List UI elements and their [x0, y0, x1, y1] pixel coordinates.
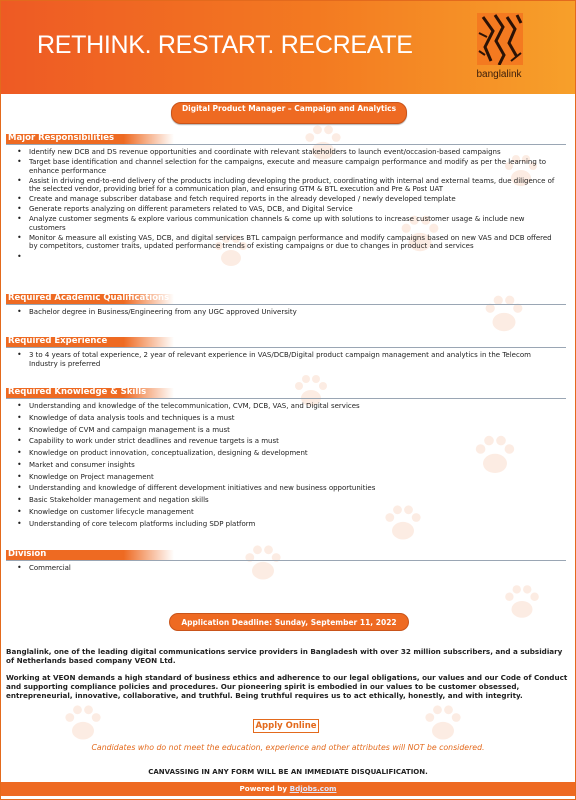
list-item: • Create and manage subscriber database and fetch required reports in the already developed / newly developed template — [15, 195, 561, 204]
section-divider — [6, 304, 566, 305]
division-list — [15, 564, 561, 573]
section-heading-label: Required Experience — [8, 336, 108, 346]
list-item: • Bachelor degree in Business/Engineering from any UGC approved University — [15, 308, 561, 317]
section-heading-label: Major Responsibilities — [8, 133, 115, 143]
tiger-stripe-logo-icon — [477, 13, 523, 65]
company-intro: Banglalink, one of the leading digital communications service providers in Bangladesh with over 32 million subscribers, and a subsidiary of Netherlands based company VEON Ltd. — [6, 647, 563, 665]
experience-list — [15, 351, 561, 368]
list-item: • Generate reports analyzing on different parameters related to VAS, DCB, and Digital Service — [15, 205, 561, 214]
list-item: • Knowledge on customer lifecycle management — [15, 508, 561, 517]
list-item: • Assist in driving end-to-end delivery of the products including developing the product, coordinating with internal and external teams, due diligence of the selected vendor, providing brief for a communication plan, and ensuring GTM & BTL execution and Pre & Post UAT — [15, 177, 561, 194]
section-heading-label: Required Knowledge & Skills — [8, 387, 147, 397]
list-item: • 3 to 4 years of total experience, 2 year of relevant experience in VAS/DCB/Digital product campaign management and analytics in the Telecom Industry is preferred — [15, 351, 561, 368]
section-heading-skills — [6, 388, 174, 398]
list-item: • Commercial — [15, 564, 561, 573]
paw-print-icon — [421, 701, 465, 745]
list-item: • Target base identification and channel selection for the campaigns, execute and measure campaign performance and modify as per the learning to enhance performance — [15, 158, 561, 175]
list-item: • Knowledge on Project management — [15, 473, 561, 482]
list-item: • Knowledge of CVM and campaign management is a must — [15, 426, 561, 435]
application-deadline: Application Deadline: Sunday, September 11, 2022 — [169, 613, 409, 631]
list-item: • Monitor & measure all existing VAS, DCB, and digital services BTL campaign performance and modify campaigns based on new VAS and DCB offered by competitors, customer traits, updated performance trends of existing campaigns or due to changes in product and services — [15, 234, 561, 251]
list-item: • Knowledge on product innovation, conceptualization, designing & development — [15, 449, 561, 458]
section-divider — [6, 347, 566, 348]
canvassing-warning: CANVASSING IN ANY FORM WILL BE AN IMMEDIATE DISQUALIFICATION. — [148, 768, 428, 776]
section-divider — [6, 398, 566, 399]
brand-name: banglalink — [476, 69, 522, 80]
list-item: • Understanding and knowledge of different development initiatives and new business opportunities — [15, 484, 561, 493]
company-ethics: Working at VEON demands a high standard of business ethics and adherence to our legal obligations, our values and our Code of Conduct and supporting compliance policies and procedures. Our pioneering spirit is embodied in our values to be customer obsessed, entrepreneurial, innovative, collaborative, and truthful. Being truthful requires us to act ethically, honestly, and with integrity. — [6, 673, 568, 700]
list-item — [15, 253, 561, 262]
skills-list — [15, 402, 561, 528]
paw-print-icon — [241, 541, 285, 585]
list-item: • Understanding of core telecom platforms including SDP platform — [15, 520, 561, 529]
section-heading-experience — [6, 337, 174, 347]
section-heading-label: Division — [8, 549, 47, 559]
paw-print-icon — [61, 701, 105, 745]
list-item: • Market and consumer insights — [15, 461, 561, 470]
job-title: Digital Product Manager – Campaign and Analytics — [171, 102, 407, 124]
apply-online-button[interactable]: Apply Online — [253, 719, 319, 733]
header-banner — [1, 1, 575, 94]
footer-bar — [1, 782, 575, 796]
eligibility-disclaimer: Candidates who do not meet the education, experience and other attributes will NOT be considered. — [91, 743, 485, 752]
list-item: • Basic Stakeholder management and negation skills — [15, 496, 561, 505]
academic-list — [15, 308, 561, 317]
responsibilities-list — [15, 148, 561, 262]
list-item: • Knowledge of data analysis tools and techniques is a must — [15, 414, 561, 423]
section-divider — [6, 144, 566, 145]
section-heading-label: Required Academic Qualifications — [8, 293, 170, 303]
list-item: • Identify new DCB and DS revenue opportunities and coordinate with relevant stakeholders to launch event/occasion-based campaigns — [15, 148, 561, 157]
section-divider — [6, 560, 566, 561]
paw-print-icon — [501, 581, 543, 623]
list-item: • Capability to work under strict deadlines and revenue targets is a must — [15, 437, 561, 446]
list-item: • Understanding and knowledge of the telecommunication, CVM, DCB, VAS, and Digital services — [15, 402, 561, 411]
footer-prefix: Powered by — [239, 784, 288, 793]
header-tagline: RETHINK. RESTART. RECREATE — [37, 31, 413, 59]
list-item: • Analyze customer segments & explore various communication channels & come up with solutions to increase customer usage & include new customers — [15, 215, 561, 232]
section-heading-responsibilities — [6, 134, 174, 144]
section-heading-division — [6, 550, 174, 560]
section-heading-academic — [6, 294, 174, 304]
bdjobs-link[interactable]: Bdjobs.com — [289, 784, 337, 793]
